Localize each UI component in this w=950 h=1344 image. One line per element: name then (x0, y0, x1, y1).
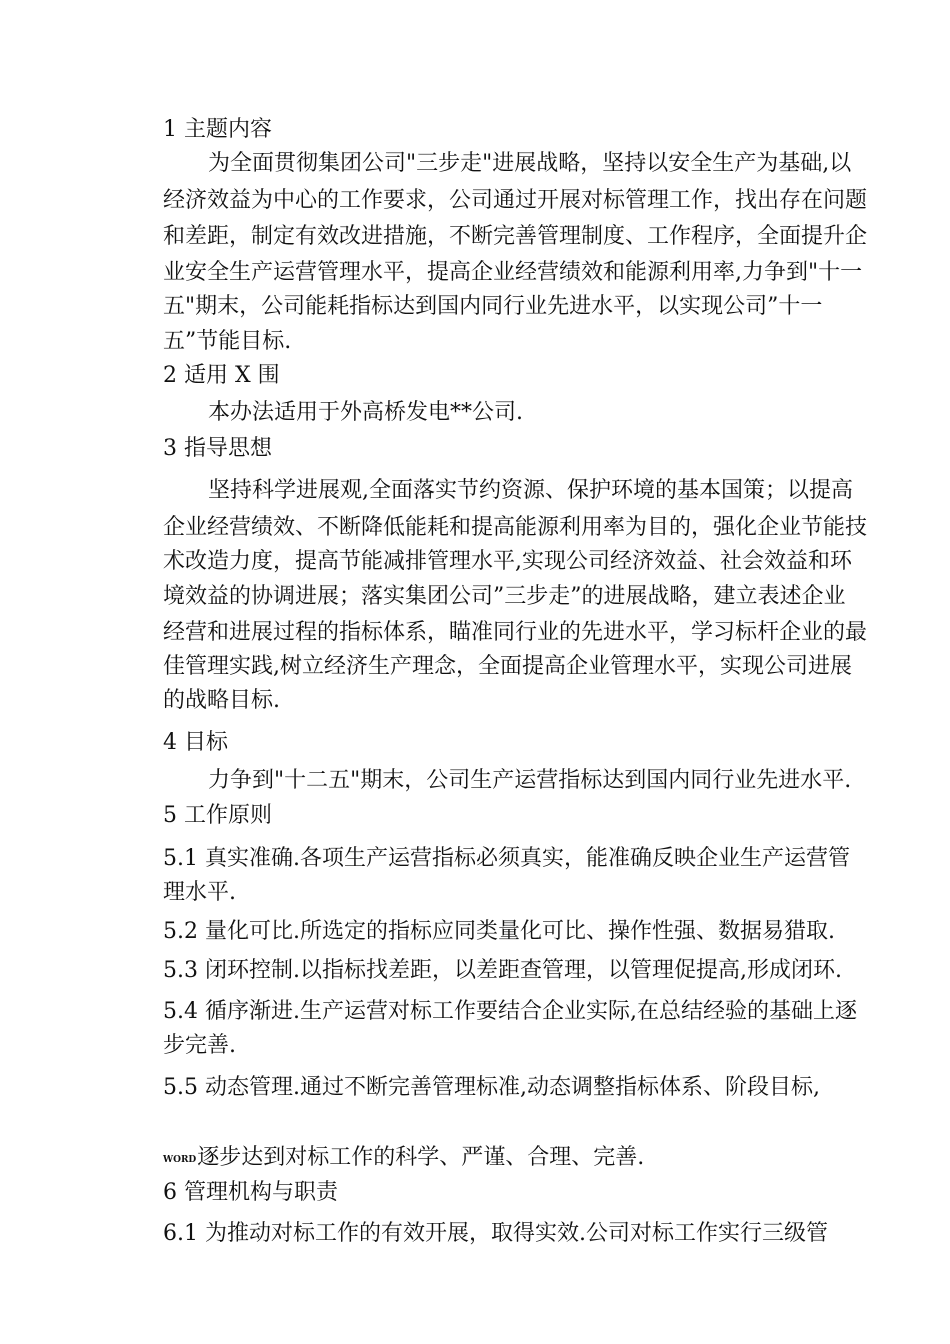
paragraph-line: 的战略目标. (163, 688, 280, 713)
paragraph-line: 步完善. (163, 1033, 236, 1058)
paragraph-line: 理水平. (163, 880, 236, 905)
paragraph-line (163, 1143, 644, 1175)
paragraph-line: 5.4 循序渐进.生产运营对标工作要结合企业实际,在总结经验的基础上逐 (163, 999, 857, 1024)
section-heading-2: 2 适用 X 围 (163, 363, 280, 388)
paragraph-line: 5.5 动态管理.通过不断完善管理标准,动态调整指标体系、阶段目标, (163, 1075, 820, 1100)
paragraph-line: 本办法适用于外高桥发电**公司. (208, 400, 523, 425)
section-heading-1: 1 主题内容 (163, 117, 272, 142)
paragraph-line: 佳管理实践,树立经济生产理念，全面提高企业管理水平，实现公司进展 (163, 654, 852, 679)
paragraph-line: 五”节能目标. (163, 329, 292, 354)
paragraph-line: 5.2 量化可比.所选定的指标应同类量化可比、操作性强、数据易猎取. (163, 919, 835, 944)
paragraph-line: 5.3 闭环控制.以指标找差距，以差距查管理，以管理促提高,形成闭环. (163, 958, 842, 983)
section-heading-5: 5 工作原则 (163, 803, 272, 828)
section-heading-6: 6 管理机构与职责 (163, 1180, 338, 1205)
paragraph-line: 为全面贯彻集团公司"三步走"进展战略，坚持以安全生产为基础,以 (208, 151, 852, 176)
paragraph-line: 6.1 为推动对标工作的有效开展，取得实效.公司对标工作实行三级管 (163, 1221, 828, 1246)
section-heading-4: 4 目标 (163, 730, 228, 755)
paragraph-line: 企业经营绩效、不断降低能耗和提高能源利用率为目的，强化企业节能技 (163, 515, 868, 540)
paragraph-line: 5.1 真实准确.各项生产运营指标必须真实，能准确反映企业生产运营管 (163, 846, 850, 871)
paragraph-line: 坚持科学进展观,全面落实节约资源、保护环境的基本国策；以提高 (208, 478, 853, 503)
paragraph-line: 业安全生产运营管理水平，提高企业经营绩效和能源利用率,力争到"十一 (163, 260, 863, 285)
paragraph-line: 力争到"十二五"期末，公司生产运营指标达到国内同行业先进水平. (208, 768, 852, 793)
paragraph-text: 逐步达到对标工作的科学、严谨、合理、完善. (197, 1145, 645, 1170)
paragraph-line: 五"期末，公司能耗指标达到国内同行业先进水平，以实现公司”十一 (163, 294, 823, 319)
paragraph-line: 经营和进展过程的指标体系，瞄准同行业的先进水平，学习标杆企业的最 (163, 620, 868, 645)
paragraph-line: 和差距，制定有效改进措施，不断完善管理制度、工作程序，全面提升企 (163, 224, 868, 249)
word-marker: WORD (163, 1155, 197, 1165)
paragraph-line: 术改造力度，提高节能减排管理水平,实现公司经济效益、社会效益和环 (163, 549, 852, 574)
paragraph-line: 境效益的协调进展；落实集团公司”三步走”的进展战略，建立表述企业 (163, 584, 846, 609)
section-heading-3: 3 指导思想 (163, 436, 272, 461)
paragraph-line: 经济效益为中心的工作要求，公司通过开展对标管理工作，找出存在问题 (163, 188, 868, 213)
